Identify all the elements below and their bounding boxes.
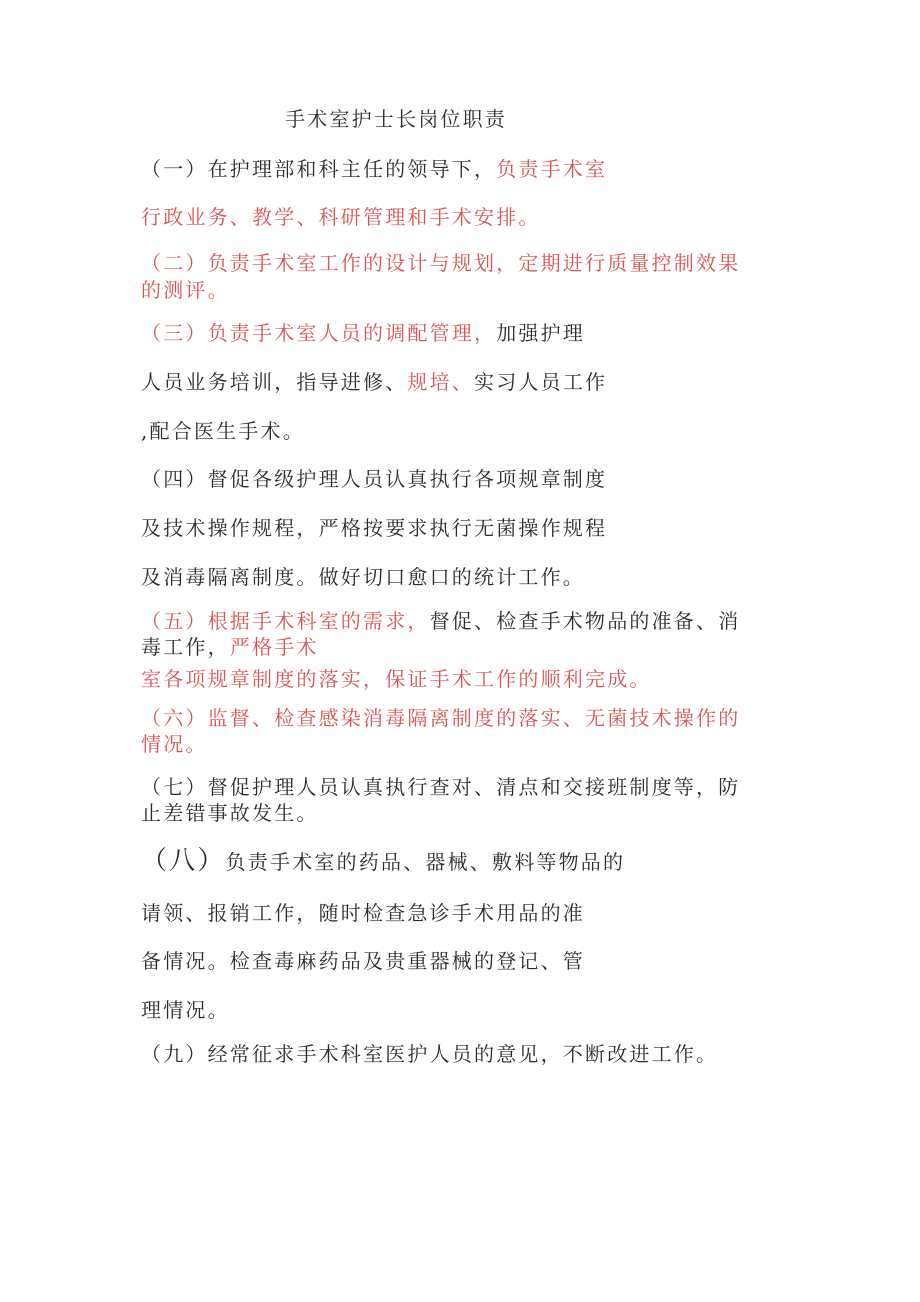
item-3-text: 加强护理 [496,321,586,345]
item-3-line-3: ,配合医生手术。 [141,419,305,443]
item-5-line-3: 室各项规章制度的落实，保证手术工作的顺利完成。 [141,667,652,691]
item-3-line-2 [141,369,607,395]
item-8-number: （八） [141,846,226,876]
item-6-line-2: 情况。 [141,732,208,756]
item-8-line-4: 理情况。 [141,998,230,1022]
item-7-line-1: （七）督促护理人员认真执行查对、清点和交接班制度等，防 [141,775,741,799]
item-5-highlight: 根据手术科室的需求， [207,609,430,633]
item-3-line-1 [141,320,585,346]
document-title: 手术室护士长岗位职责 [285,107,507,131]
item-2-line-2: 的测评。 [141,278,230,302]
item-8-line-2: 请领、报销工作，随时检查急诊手术用品的准 [141,901,585,925]
item-1-line-1 [141,156,607,182]
item-6-line-1: （六）监督、检查感染消毒隔离制度的落实、无菌技术操作的 [141,706,741,730]
item-5-line-2 [141,634,319,660]
item-4-line-1: （四）督促各级护理人员认真执行各项规章制度 [141,467,608,491]
item-9-line-1: （九）经常征求手术科室医护人员的意见，不断改进工作。 [141,1042,719,1066]
item-8-text: 负责手术室的药品、器械、敷料等物品的 [225,850,626,874]
item-3-text-3: 实习人员工作 [474,370,608,394]
item-4-line-3: 及消毒隔离制度。做好切口愈口的统计工作。 [141,565,585,589]
item-1-text: （一）在护理部和科主任的领导下， [141,157,497,181]
item-2-line-1: （二）负责手术室工作的设计与规划，定期进行质量控制效果 [141,251,741,275]
item-5-highlight-2: 严格手术 [229,635,319,659]
item-1-highlight: 负责手术室 [496,157,608,181]
item-3-highlight: （三）负责手术室人员的调配管理， [141,321,497,345]
item-8-line-1 [141,848,625,875]
item-5-text-2: 毒工作， [141,635,230,659]
item-3-highlight-2: 规培、 [407,370,475,394]
item-5-line-1 [141,608,740,634]
item-1-line-2: 行政业务、教学、科研管理和手术安排。 [141,205,541,229]
item-8-line-3: 备情况。检查毒麻药品及贵重器械的登记、管 [141,949,585,973]
item-5-number: （五） [141,609,208,633]
item-3-text-2: 人员业务培训，指导进修、 [141,370,408,394]
item-7-line-2: 止差错事故发生。 [141,801,319,825]
item-4-line-2: 及技术操作规程，严格按要求执行无菌操作规程 [141,516,608,540]
item-5-text: 督促、检查手术物品的准备、消 [429,609,741,633]
